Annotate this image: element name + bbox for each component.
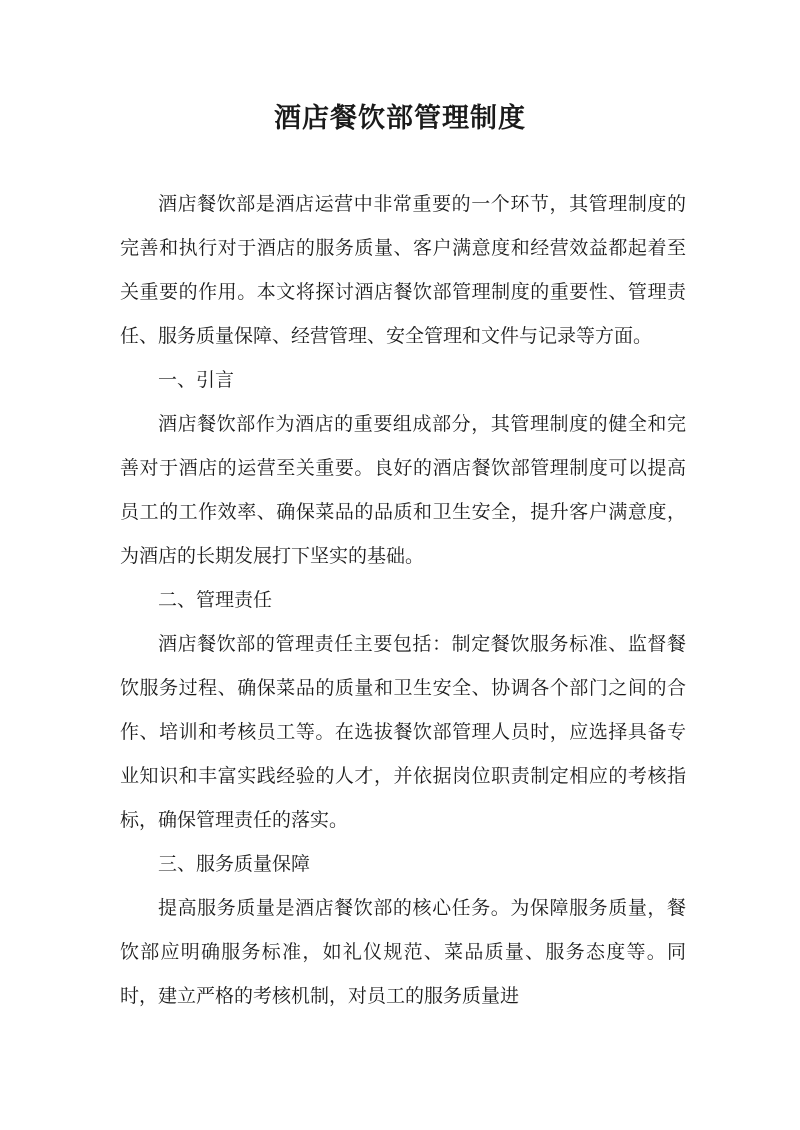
section-heading-introduction: 一、引言 [158, 369, 235, 391]
document-title: 酒店餐饮部管理制度 [274, 103, 526, 134]
section-heading-management-responsibility: 二、管理责任 [158, 589, 273, 611]
management-responsibility-paragraph: 酒店餐饮部的管理责任主要包括：制定餐饮服务标准、监督餐饮服务过程、确保菜品的质量和卫生安全、协调各个部门之间的合作、培训和考核员工等。在选拔餐饮部管理人员时，应选择具备专业知识和丰富实践经验的人才，并依据岗位职责制定相应的考核指标，确保管理责任的落实。 [120, 633, 686, 831]
section-heading-service-quality: 三、服务质量保障 [158, 853, 311, 875]
intro-paragraph: 酒店餐饮部是酒店运营中非常重要的一个环节，其管理制度的完善和执行对于酒店的服务质量、客户满意度和经营效益都起着至关重要的作用。本文将探讨酒店餐饮部管理制度的重要性、管理责任、服务质量保障、经营管理、安全管理和文件与记录等方面。 [120, 193, 686, 347]
document-body [120, 182, 686, 1018]
service-quality-paragraph: 提高服务质量是酒店餐饮部的核心任务。为保障服务质量，餐饮部应明确服务标准，如礼仪规范、菜品质量、服务态度等。同时，建立严格的考核机制，对员工的服务质量进 [120, 897, 686, 1007]
introduction-paragraph: 酒店餐饮部作为酒店的重要组成部分，其管理制度的健全和完善对于酒店的运营至关重要。良好的酒店餐饮部管理制度可以提高员工的工作效率、确保菜品的品质和卫生安全，提升客户满意度，为酒店的长期发展打下坚实的基础。 [120, 413, 686, 567]
